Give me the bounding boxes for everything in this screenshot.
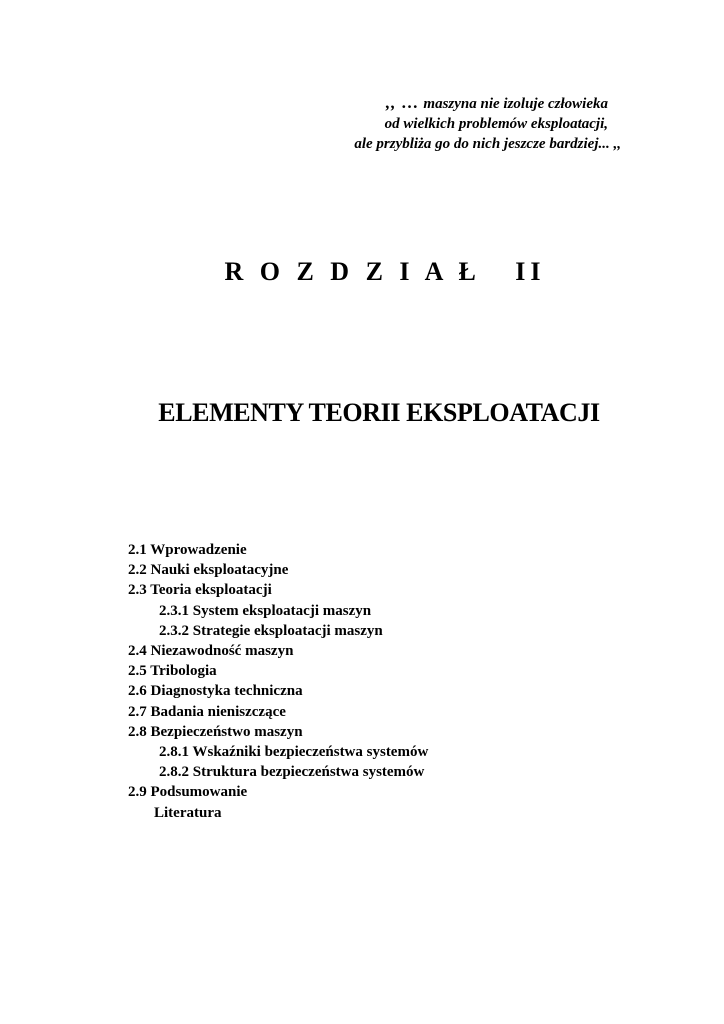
chapter-heading: R O Z D Z I A Ł II: [224, 257, 546, 286]
epigraph-line-1-text: maszyna nie izoluje człowieka: [423, 96, 608, 112]
toc-item: 2.4 Niezawodność maszyn: [128, 643, 294, 660]
toc-subitem: 2.3.1 System eksploatacji maszyn: [159, 602, 372, 619]
toc-subitem: 2.8.2 Struktura bezpieczeństwa systemów: [159, 764, 425, 781]
epigraph-line-3: ale przybliża go do nich jeszcze bardziej... ,,: [354, 136, 621, 152]
toc-item: 2.3 Teoria eksploatacji: [128, 582, 272, 599]
chapter-title: ELEMENTY TEORII EKSPLOATACJI: [158, 398, 600, 427]
toc-subitem: 2.8.1 Wskaźniki bezpieczeństwa systemów: [159, 744, 429, 761]
epigraph-line-1: [354, 93, 621, 114]
epigraph-line-2: od wielkich problemów eksploatacji,: [384, 116, 608, 132]
toc-item: 2.8 Bezpieczeństwo maszyn: [128, 723, 303, 740]
toc-item: 2.9 Podsumowanie: [128, 784, 248, 801]
table-of-contents: [128, 540, 428, 823]
toc-item: 2.2 Nauki eksploatacyjne: [128, 562, 289, 579]
epigraph-quote: [354, 93, 621, 154]
toc-item: 2.7 Badania nieniszczące: [128, 703, 286, 720]
toc-item: 2.1 Wprowadzenie: [128, 542, 247, 558]
epigraph-lead: ,, …: [385, 93, 420, 112]
toc-item: 2.5 Tribologia: [128, 663, 217, 680]
toc-literature: Literatura: [154, 804, 222, 821]
toc-subitem: 2.3.2 Strategie eksploatacji maszyn: [159, 622, 383, 639]
toc-item: 2.6 Diagnostyka techniczna: [128, 683, 303, 700]
